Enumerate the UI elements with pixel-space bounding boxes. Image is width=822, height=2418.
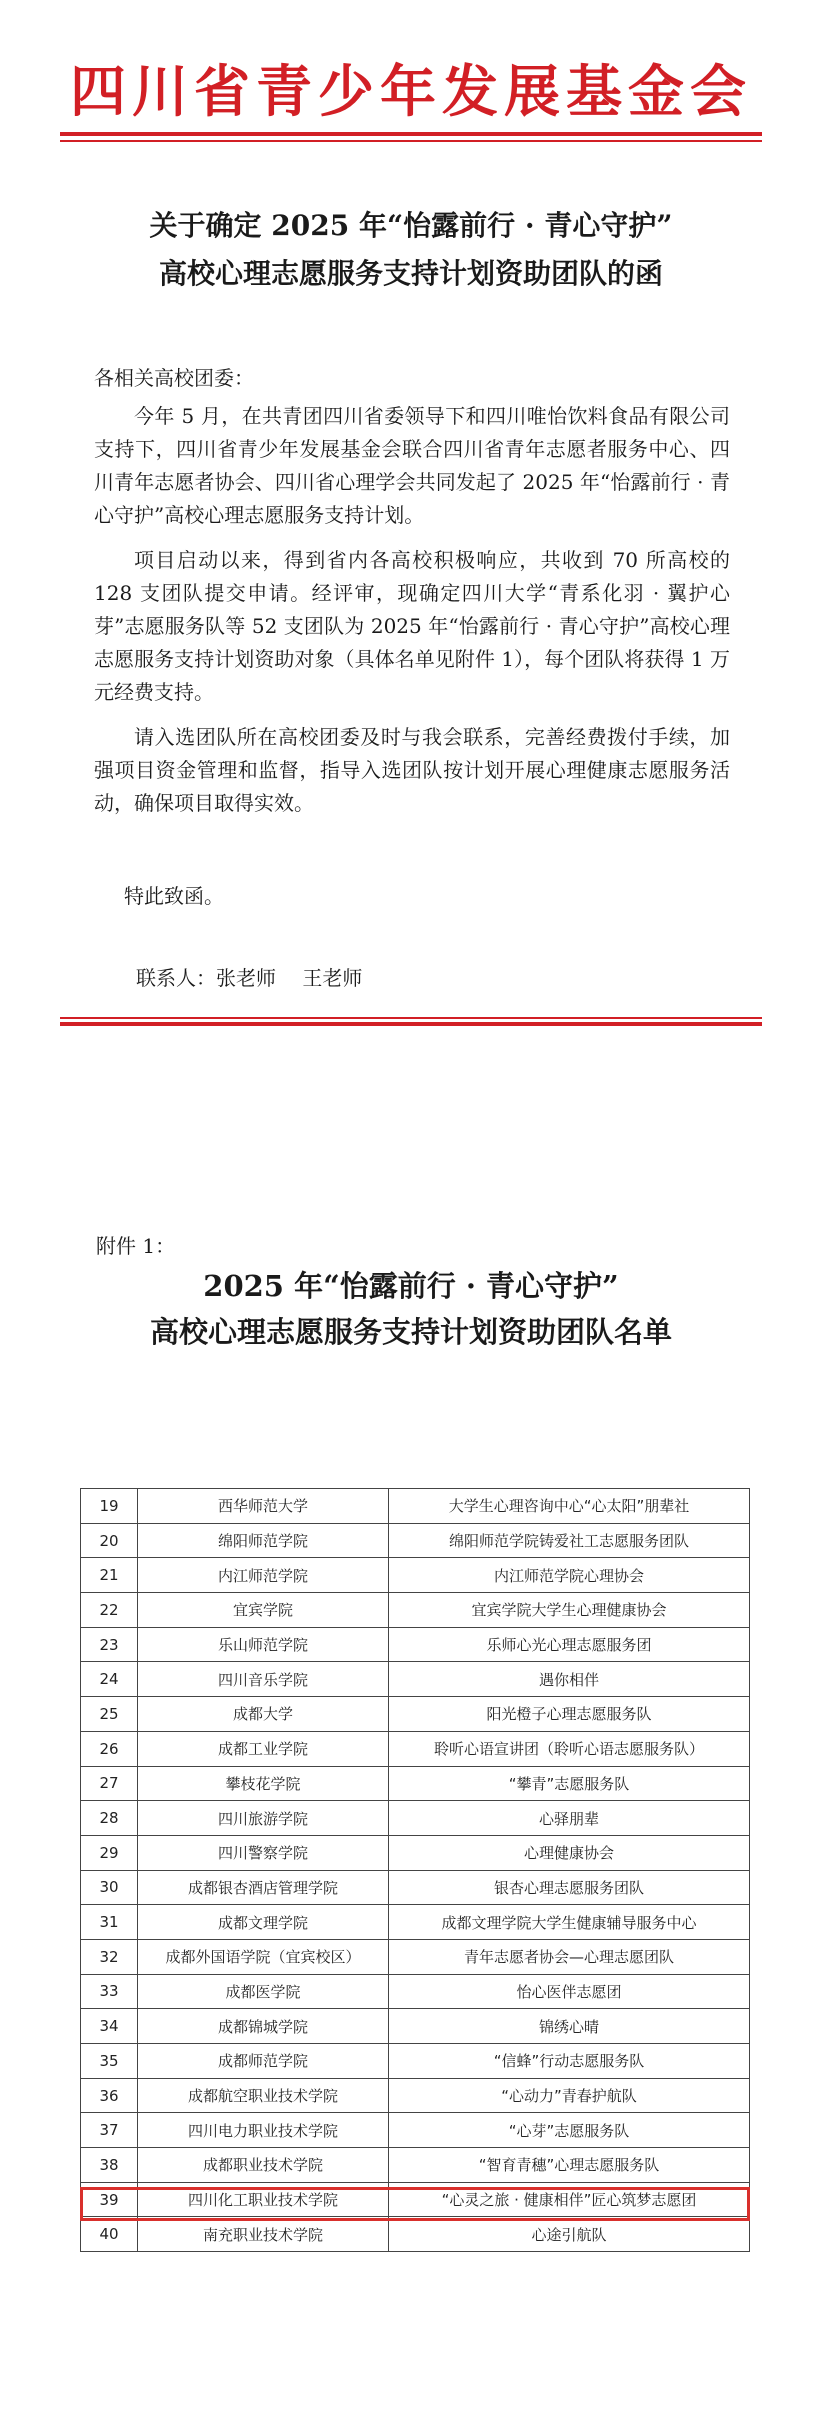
table-row [81, 2182, 750, 2217]
table-row [81, 2078, 750, 2113]
school-name-cell: 四川警察学院 [138, 1835, 389, 1870]
school-name-cell: 乐山师范学院 [138, 1627, 389, 1662]
school-name-cell: 成都师范学院 [138, 2044, 389, 2079]
table-row [81, 1835, 750, 1870]
row-number: 26 [81, 1731, 138, 1766]
row-number: 37 [81, 2113, 138, 2148]
row-number: 36 [81, 2078, 138, 2113]
team-name-cell: 银杏心理志愿服务团队 [389, 1870, 750, 1905]
team-name-cell: 聆听心语宣讲团（聆听心语志愿服务队） [389, 1731, 750, 1766]
school-name-cell: 四川化工职业技术学院 [138, 2182, 389, 2217]
table-row [81, 2009, 750, 2044]
school-name-cell: 成都工业学院 [138, 1731, 389, 1766]
row-number: 21 [81, 1558, 138, 1593]
letter-title-line2: 高校心理志愿服务支持计划资助团队的函 [158, 257, 663, 290]
team-list-table [80, 1488, 750, 2252]
row-number: 27 [81, 1766, 138, 1801]
row-number: 31 [81, 1905, 138, 1940]
table-row [81, 1662, 750, 1697]
row-number: 25 [81, 1697, 138, 1732]
school-name-cell: 成都航空职业技术学院 [138, 2078, 389, 2113]
header-rule-thick [60, 132, 762, 136]
row-number: 40 [81, 2217, 138, 2252]
table-row [81, 1870, 750, 1905]
team-name-cell: 乐师心光心理志愿服务团 [389, 1627, 750, 1662]
team-name-cell: 青年志愿者协会—心理志愿团队 [389, 1939, 750, 1974]
body-paragraph-2: 项目启动以来，得到省内各高校积极响应，共收到 70 所高校的 128 支团队提交申请。经评审，现确定四川大学“青系化羽 · 翼护心芽”志愿服务队等 52 支团队为 2025 年“怡露前行 · 青心守护”高校心理志愿服务支持计划资助对象（具体名单见附件 1），每个团队将获得 1 万元经费支持。 [94, 548, 730, 704]
letter-title-line1: 关于确定 2025 年“怡露前行 · 青心守护” [149, 209, 673, 242]
body-paragraph-1: 今年 5 月，在共青团四川省委领导下和四川唯怡饮料食品有限公司支持下，四川省青少年发展基金会联合四川省青年志愿者服务中心、四川青年志愿者协会、四川省心理学会共同发起了 2025 年“怡露前行 · 青心守护”高校心理志愿服务支持计划。 [94, 404, 730, 527]
school-name-cell: 成都职业技术学院 [138, 2148, 389, 2183]
team-name-cell: 内江师范学院心理协会 [389, 1558, 750, 1593]
school-name-cell: 成都外国语学院（宜宾校区） [138, 1939, 389, 1974]
table-row [81, 1731, 750, 1766]
row-number: 20 [81, 1523, 138, 1558]
salutation: 各相关高校团委： [94, 366, 254, 390]
table-row [81, 1974, 750, 2009]
body-paragraph-3: 请入选团队所在高校团委及时与我会联系，完善经费拨付手续，加强项目资金管理和监督，指导入选团队按计划开展心理健康志愿服务活动，确保项目取得实效。 [94, 725, 730, 815]
row-number: 30 [81, 1870, 138, 1905]
row-number: 28 [81, 1801, 138, 1836]
letter-body [94, 400, 730, 820]
school-name-cell: 成都锦城学院 [138, 2009, 389, 2044]
row-number: 32 [81, 1939, 138, 1974]
row-number: 23 [81, 1627, 138, 1662]
team-name-cell: “心灵之旅 · 健康相伴”匠心筑梦志愿团 [389, 2182, 750, 2217]
row-number: 34 [81, 2009, 138, 2044]
annex-title-line1: 2025 年“怡露前行 · 青心守护” [203, 1269, 619, 1303]
table-row [81, 1627, 750, 1662]
team-name-cell: 心途引航队 [389, 2217, 750, 2252]
team-name-cell: 大学生心理咨询中心“心太阳”朋辈社 [389, 1489, 750, 1524]
table-row [81, 1593, 750, 1628]
team-name-cell: “信蜂”行动志愿服务队 [389, 2044, 750, 2079]
table-row [81, 1801, 750, 1836]
school-name-cell: 成都文理学院 [138, 1905, 389, 1940]
table-row [81, 2148, 750, 2183]
table-row [81, 1939, 750, 1974]
team-name-cell: “心动力”青春护航队 [389, 2078, 750, 2113]
school-name-cell: 成都银杏酒店管理学院 [138, 1870, 389, 1905]
row-number: 38 [81, 2148, 138, 2183]
team-name-cell: 阳光橙子心理志愿服务队 [389, 1697, 750, 1732]
school-name-cell: 四川旅游学院 [138, 1801, 389, 1836]
team-name-cell: 心驿朋辈 [389, 1801, 750, 1836]
table-row [81, 1697, 750, 1732]
team-name-cell: “攀青”志愿服务队 [389, 1766, 750, 1801]
annex-label: 附件 1： [96, 1234, 176, 1258]
row-number: 22 [81, 1593, 138, 1628]
contact-line: 联系人：张老师 王老师 [136, 966, 363, 990]
table-row [81, 1905, 750, 1940]
team-name-cell: “心芽”志愿服务队 [389, 2113, 750, 2148]
table-row [81, 1523, 750, 1558]
row-number: 19 [81, 1489, 138, 1524]
team-name-cell: 遇你相伴 [389, 1662, 750, 1697]
team-name-cell: 锦绣心晴 [389, 2009, 750, 2044]
team-name-cell: 宜宾学院大学生心理健康协会 [389, 1593, 750, 1628]
table-row [81, 1766, 750, 1801]
table-row [81, 2113, 750, 2148]
table-row [81, 2217, 750, 2252]
team-name-cell: 心理健康协会 [389, 1835, 750, 1870]
row-number: 33 [81, 1974, 138, 2009]
row-number: 24 [81, 1662, 138, 1697]
school-name-cell: 西华师范大学 [138, 1489, 389, 1524]
school-name-cell: 宜宾学院 [138, 1593, 389, 1628]
closing-line: 特此致函。 [124, 884, 224, 908]
team-name-cell: 怡心医伴志愿团 [389, 1974, 750, 2009]
row-number: 29 [81, 1835, 138, 1870]
annex-title-line2: 高校心理志愿服务支持计划资助团队名单 [149, 1315, 672, 1349]
row-number: 35 [81, 2044, 138, 2079]
school-name-cell: 四川电力职业技术学院 [138, 2113, 389, 2148]
team-name-cell: “智育青穗”心理志愿服务队 [389, 2148, 750, 2183]
team-name-cell: 绵阳师范学院铸爱社工志愿服务团队 [389, 1523, 750, 1558]
school-name-cell: 内江师范学院 [138, 1558, 389, 1593]
footer-rule-thin [60, 1017, 762, 1019]
school-name-cell: 攀枝花学院 [138, 1766, 389, 1801]
team-name-cell: 成都文理学院大学生健康辅导服务中心 [389, 1905, 750, 1940]
school-name-cell: 南充职业技术学院 [138, 2217, 389, 2252]
table-row [81, 1489, 750, 1524]
table-row [81, 2044, 750, 2079]
school-name-cell: 绵阳师范学院 [138, 1523, 389, 1558]
header-rule-thin [60, 140, 762, 142]
school-name-cell: 成都医学院 [138, 1974, 389, 2009]
school-name-cell: 成都大学 [138, 1697, 389, 1732]
footer-rule-thick [60, 1022, 762, 1026]
school-name-cell: 四川音乐学院 [138, 1662, 389, 1697]
org-title: 四川省青少年发展基金会 [70, 60, 752, 125]
table-row [81, 1558, 750, 1593]
row-number: 39 [81, 2182, 138, 2217]
